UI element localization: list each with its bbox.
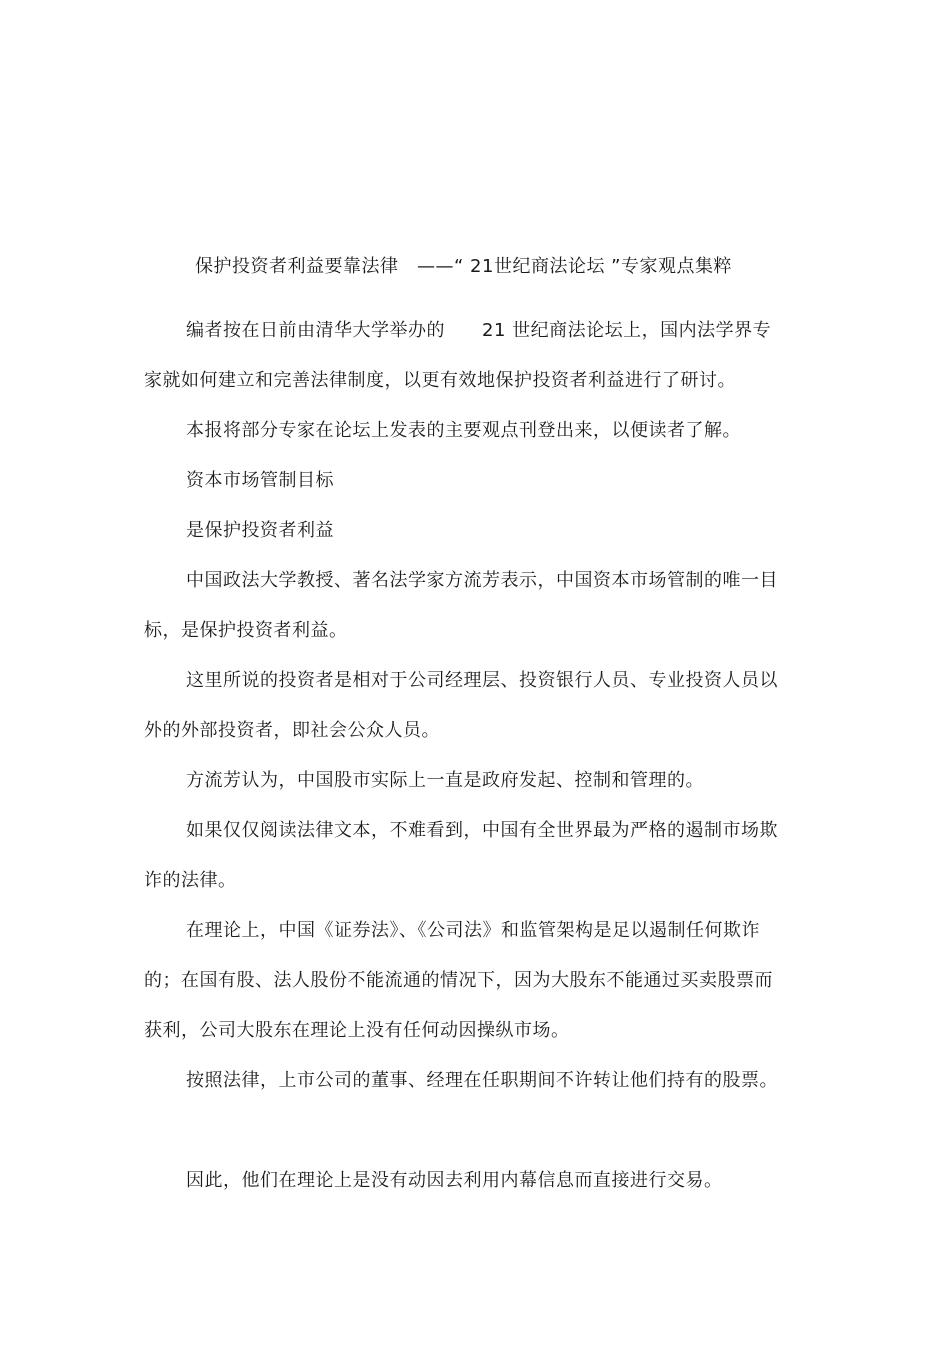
paragraph-share-transfer-rule: 按照法律，上市公司的董事、经理在任职期间不许转让他们持有的股票。 [186, 1070, 778, 1091]
document-title: 保护投资者利益要靠法律 ——“ 21世纪商法论坛 ”专家观点集粹 [195, 256, 732, 277]
paragraph-legal-framework: 在理论上，中国《证券法》、《公司法》和监管架构是足以遏制任何欺诈的；在国有股、法人股份不能流通的情况下，因为大股东不能通过买卖股票而获利，公司大股东在理论上没有任何动因操纵市场。 [144, 920, 773, 1041]
paragraph-investor-definition: 这里所说的投资者是相对于公司经理层、投资银行人员、专业投资人员以外的外部投资者，即社会公众人员。 [144, 670, 778, 741]
paragraph-fang-statement: 中国政法大学教授、著名法学家方流芳表示，中国资本市场管制的唯一目标，是保护投资者利益。 [144, 570, 778, 641]
paragraph-publication-note: 本报将部分专家在论坛上发表的主要观点刊登出来，以便读者了解。 [186, 420, 741, 441]
paragraph-insider-conclusion: 因此，他们在理论上是没有动因去利用内幕信息而直接进行交易。 [186, 1170, 723, 1191]
section-heading-line-2: 是保护投资者利益 [186, 520, 334, 541]
paragraph-strict-laws: 如果仅仅阅读法律文本，不难看到，中国有全世界最为严格的遏制市场欺诈的法律。 [144, 820, 778, 891]
paragraph-editor-note: 编者按在日前由清华大学举办的 21 世纪商法论坛上，国内法学界专家就如何建立和完善法律制度，以更有效地保护投资者利益进行了研讨。 [144, 320, 772, 391]
section-heading-line-1: 资本市场管制目标 [186, 470, 334, 491]
paragraph-government-control: 方流芳认为，中国股市实际上一直是政府发起、控制和管理的。 [186, 770, 704, 791]
